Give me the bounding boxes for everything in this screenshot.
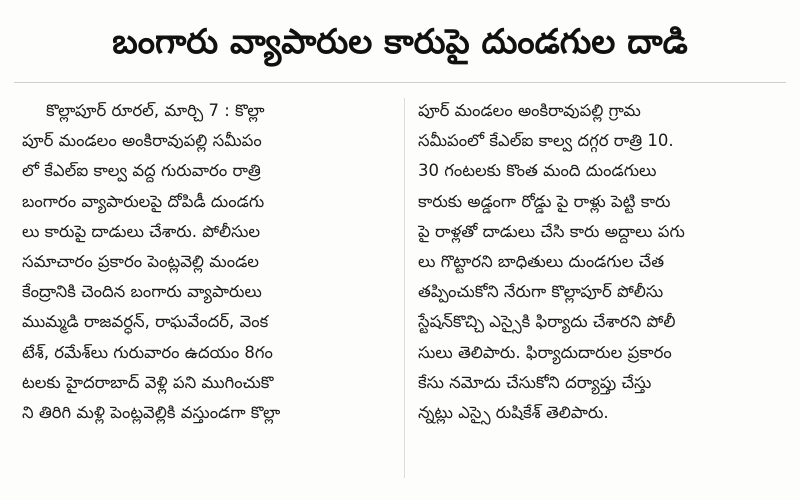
article-line: ని తిరిగి మళ్లి పెంట్లవెల్లికి వస్తుండగా కొల్లా	[22, 402, 281, 422]
article-line: బంగారం వ్యాపారులపై దోపిడీ దుండగు	[22, 191, 265, 211]
article-line: పై రాళ్లతో దాడులు చేసి కారు అద్దాలు పగు	[418, 221, 685, 241]
article-line: టలకు హైదరాబాద్ వెళ్లి పని ముగించుకొ	[22, 372, 274, 392]
article-line: కొల్లాపూర్ రూరల్, మార్చి 7 : కొల్లా	[46, 101, 265, 120]
article-line: టేశ్, రమేశ్‌లు గురువారం ఉదయం 8గం	[22, 342, 273, 362]
article-column-right	[418, 96, 786, 428]
article-line: సమాచారం ప్రకారం పెంట్లవెల్లి మండల	[22, 251, 259, 271]
headline-rule	[14, 82, 786, 83]
article-line: కేంద్రానికి చెందిన బంగారు వ్యాపారులు	[22, 282, 262, 302]
article-line: పూర్ మండలం అంకిరావుపల్లి సమీపం	[22, 131, 262, 151]
article-line: లు గొట్టారని బాధితులు దుండగుల చేత	[418, 251, 665, 271]
article-line: సమీపంలో కేఎల్ఐ కాల్వ దగ్గర రాత్రి 10.	[418, 131, 674, 151]
article-line: లో కేఎల్ఐ కాల్వ వద్ద గురువారం రాత్రి	[22, 161, 261, 181]
article-column-left	[22, 96, 390, 428]
article-line: తప్పించుకోని నేరుగా కొల్లాపూర్ పోలీసు	[418, 282, 664, 302]
column-divider	[404, 98, 405, 478]
article-line: న్నట్లు ఎస్సై రుషికేశ్ తెలిపారు.	[418, 402, 609, 422]
article-line: పూర్ మండలం అంకిరావుపల్లి గ్రామ	[418, 101, 641, 120]
article-line: కారుకు అడ్డంగా రోడ్డు పై రాళ్లు పెట్టి కారు	[418, 191, 671, 211]
article-line: ముమ్మడి రాజవర్ధన్, రాఘవేందర్, వెంక	[22, 312, 269, 332]
article-line: 30 గంటలకు కొంత మంది దుండగులు	[418, 161, 657, 181]
article-line: స్టేషన్‌కొచ్చి ఎస్సైకి ఫిర్యాదు చేశారని పోలీ	[418, 312, 676, 332]
article-line: సులు తెలిపారు. ఫిర్యాదుదారుల ప్రకారం	[418, 342, 672, 362]
headline: బంగారు వ్యాపారుల కారుపై దుండగుల దాడి	[112, 22, 688, 62]
article-line: కేసు నమోదు చేసుకోని దర్యాప్తు చేస్తు	[418, 372, 652, 392]
article-line: లు కారుపై దాడులు చేశారు. పోలీసుల	[22, 221, 261, 241]
